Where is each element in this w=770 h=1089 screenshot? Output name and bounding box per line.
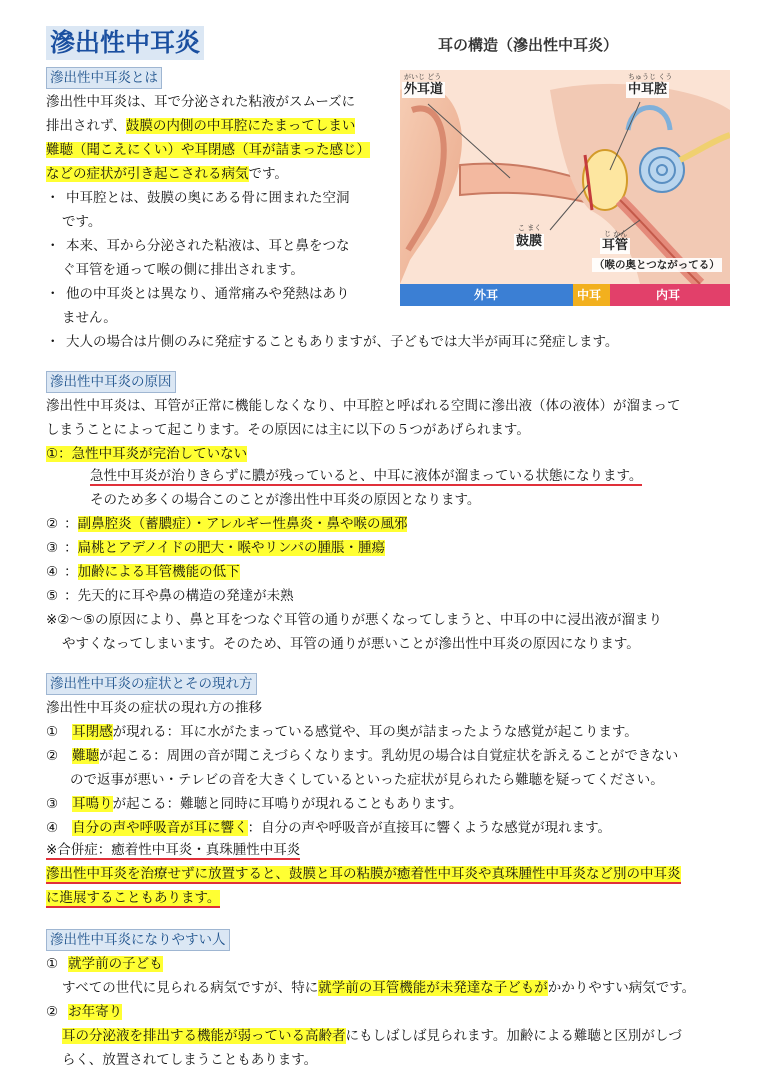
cause-text: ：急性中耳炎が完治していない xyxy=(58,446,248,462)
bullet-text: 大人の場合は片側のみに発症することもありますが、子どもでは大半が両耳に発症します。 xyxy=(66,334,619,350)
symptom-2-cont: ので返事が悪い・テレビの音を大きくしているといった症状が見られたら難聴を疑ってください。 xyxy=(70,772,664,788)
bullet-text: 中耳腔とは、鼓膜の奥にある骨に囲まれた空洞 xyxy=(66,190,350,206)
cause-text: 扁桃とアデノイドの肥大・喉やリンパの腫脹・腫瘍 xyxy=(77,540,386,556)
symptom-number: ② xyxy=(46,748,59,764)
symptom-2 xyxy=(46,744,678,768)
symptom-highlight: 難聴 xyxy=(72,748,100,764)
symptom-highlight: 自分の声や呼吸音が耳に響く xyxy=(72,820,248,836)
cause-number: ② xyxy=(46,516,59,532)
highlight-text: 就学前の耳管機能が未発達な子どもが xyxy=(318,980,548,996)
cause-5 xyxy=(46,584,294,608)
group-2-text xyxy=(62,1024,682,1048)
middle-cavity-label: 中耳腔 xyxy=(628,82,668,97)
symptom-text: が起こる：難聴と同時に耳鳴りが現れることもあります。 xyxy=(112,796,463,812)
group-text: にもしばしば見られます。加齢による難聴と区別がしづ xyxy=(345,1028,682,1044)
eustachian-label: 耳管 xyxy=(602,238,629,253)
middle-ear-band-label: 中耳 xyxy=(577,288,602,302)
s1-bullet-2 xyxy=(46,234,350,258)
s1-text: 排出されず、 xyxy=(46,118,126,134)
eustachian-ruby: じ かん xyxy=(604,230,628,238)
cause-2 xyxy=(46,512,407,536)
cause-number: ① xyxy=(46,446,59,462)
cause-text: ：先天的に耳や鼻の構造の発達が未熟 xyxy=(64,588,294,604)
figure-title: 耳の構造（滲出性中耳炎） xyxy=(438,36,619,54)
group-number: ② xyxy=(46,1004,59,1020)
bullet-text: 他の中耳炎とは異なり、通常痛みや発熱はあり xyxy=(66,286,350,302)
s1-line-3 xyxy=(46,138,370,162)
outer-canal-label: 外耳道 xyxy=(404,82,444,97)
cause-1-detail-2: そのため多くの場合このことが滲出性中耳炎の原因となります。 xyxy=(90,492,481,508)
symptom-highlight: 耳閉感 xyxy=(72,724,113,740)
symptom-text: が起こる：周囲の音が聞こえづらくなります。乳幼児の場合は自覚症状を訴えることができない xyxy=(99,748,679,764)
symptom-1 xyxy=(46,720,638,744)
s2-para-2: しまうことによって起こります。その原因には主に以下の５つがあげられます。 xyxy=(46,422,530,438)
symptom-text: が現れる：耳に水がたまっている感覚や、耳の奥が詰まったような感覚が起こります。 xyxy=(112,724,638,740)
cause-number: ④ xyxy=(46,564,59,580)
s2-note-1: ※②～⑤の原因により、鼻と耳をつなぐ耳管の通りが悪くなってしまうと、中耳の中に浸出液が溜まり xyxy=(46,612,663,628)
group-1 xyxy=(46,952,163,976)
symptom-highlight: 耳鳴り xyxy=(72,796,113,812)
highlight-text: 難聴（聞こえにくい）や耳閉感（耳が詰まった感じ） xyxy=(46,142,370,158)
bullet-mark: ・ xyxy=(46,238,60,254)
bullet-text: 本来、耳から分泌された粘液は、耳と鼻をつな xyxy=(66,238,350,254)
cause-colon: ： xyxy=(64,540,78,556)
group-label: 就学前の子ども xyxy=(68,956,163,972)
outer-ear-band-label: 外耳 xyxy=(474,288,499,302)
bullet-mark: ・ xyxy=(46,190,60,206)
group-2 xyxy=(46,1000,122,1024)
bullet-mark: ・ xyxy=(46,334,60,350)
s1-bullet-1-cont: です。 xyxy=(62,214,102,230)
section-symptoms xyxy=(46,672,257,696)
cause-number: ⑤ xyxy=(46,588,59,604)
s1-bullet-4 xyxy=(46,330,618,354)
symptom-number: ③ xyxy=(46,796,59,812)
s1-text: です。 xyxy=(248,166,288,182)
s1-line-4 xyxy=(46,162,288,186)
middle-cavity-ruby: ちゅうじ くう xyxy=(628,73,673,81)
cause-text: 加齢による耳管機能の低下 xyxy=(77,564,240,580)
section-heading: 滲出性中耳炎とは xyxy=(46,67,162,89)
symptom-4 xyxy=(46,816,611,840)
symptom-3 xyxy=(46,792,463,816)
highlight-text: 耳の分泌液を排出する機能が弱っている高齢者 xyxy=(62,1028,346,1044)
cause-text: 副鼻腔炎（蓄膿症）・アレルギー性鼻炎・鼻や喉の風邪 xyxy=(77,516,408,532)
section-at-risk xyxy=(46,928,230,952)
inner-ear-band-label: 内耳 xyxy=(656,288,681,302)
group-1-text xyxy=(62,976,695,1000)
cause-1-detail-1 xyxy=(90,464,642,488)
underlined-text: 急性中耳炎が治りきらずに膿が残っていると、中耳に液体が溜まっている状態になります。 xyxy=(90,468,643,484)
s1-bullet-3 xyxy=(46,282,350,306)
eardrum-label: 鼓膜 xyxy=(516,234,543,249)
section-what-is xyxy=(46,66,162,90)
s1-line-2 xyxy=(46,114,355,138)
ear-structure-figure xyxy=(400,70,730,306)
section-heading: 滲出性中耳炎になりやすい人 xyxy=(46,929,230,951)
group-text: すべての世代に見られる病気ですが、特に xyxy=(62,980,319,996)
highlight-text: などの症状が引き起こされる病気 xyxy=(46,166,249,182)
page-title: 滲出性中耳炎 xyxy=(46,26,204,60)
highlight-text: に進展することもあります。 xyxy=(46,890,221,906)
eustachian-note: （喉の奥とつながってる） xyxy=(594,259,720,271)
section-heading: 滲出性中耳炎の原因 xyxy=(46,371,176,393)
cause-3 xyxy=(46,536,385,560)
complications-title xyxy=(46,838,300,862)
s2-para-1: 滲出性中耳炎は、耳管が正常に機能しなくなり、中耳腔と呼ばれる空間に滲出液（体の液体）が溜まって xyxy=(46,398,681,414)
cause-number: ③ xyxy=(46,540,59,556)
cause-colon: ： xyxy=(64,564,78,580)
group-number: ① xyxy=(46,956,59,972)
symptom-number: ④ xyxy=(46,820,59,836)
highlight-text: 鼓膜の内側の中耳腔にたまってしまい xyxy=(125,118,356,134)
complications-line-2 xyxy=(46,886,220,910)
s2-note-2: やすくなってしまいます。そのため、耳管の通りが悪いことが滲出性中耳炎の原因になります。 xyxy=(62,636,640,652)
s3-intro: 滲出性中耳炎の症状の現れ方の推移 xyxy=(46,700,262,716)
highlight-text: 滲出性中耳炎を治療せずに放置すると、鼓膜と耳の粘膜が癒着性中耳炎や真珠腫性中耳炎など別の中耳炎 xyxy=(46,866,681,882)
cause-4 xyxy=(46,560,240,584)
s1-bullet-1 xyxy=(46,186,350,210)
outer-canal-ruby: がいじ どう xyxy=(404,73,442,81)
group-text: かかりやすい病気です。 xyxy=(547,980,696,996)
group-2-cont: らく、放置されてしまうこともあります。 xyxy=(62,1052,318,1068)
s1-bullet-2-cont: ぐ耳管を通って喉の側に排出されます。 xyxy=(62,262,304,278)
section-heading: 滲出性中耳炎の症状とその現れ方 xyxy=(46,673,257,695)
complications-line-1 xyxy=(46,862,681,886)
section-causes xyxy=(46,370,176,394)
s1-line-1: 滲出性中耳炎は、耳で分泌された粘液がスムーズに xyxy=(46,94,356,110)
symptom-number: ① xyxy=(46,724,59,740)
eardrum-ruby: こ まく xyxy=(518,224,542,232)
bullet-mark: ・ xyxy=(46,286,60,302)
underlined-text: ※合併症：癒着性中耳炎・真珠腫性中耳炎 xyxy=(46,842,301,858)
group-label: お年寄り xyxy=(68,1004,123,1020)
cause-1 xyxy=(46,442,247,466)
symptom-text: ：自分の声や呼吸音が直接耳に響くような感覚が現れます。 xyxy=(247,820,612,836)
cause-colon: ： xyxy=(64,516,78,532)
s1-bullet-3-cont: ません。 xyxy=(62,310,117,326)
